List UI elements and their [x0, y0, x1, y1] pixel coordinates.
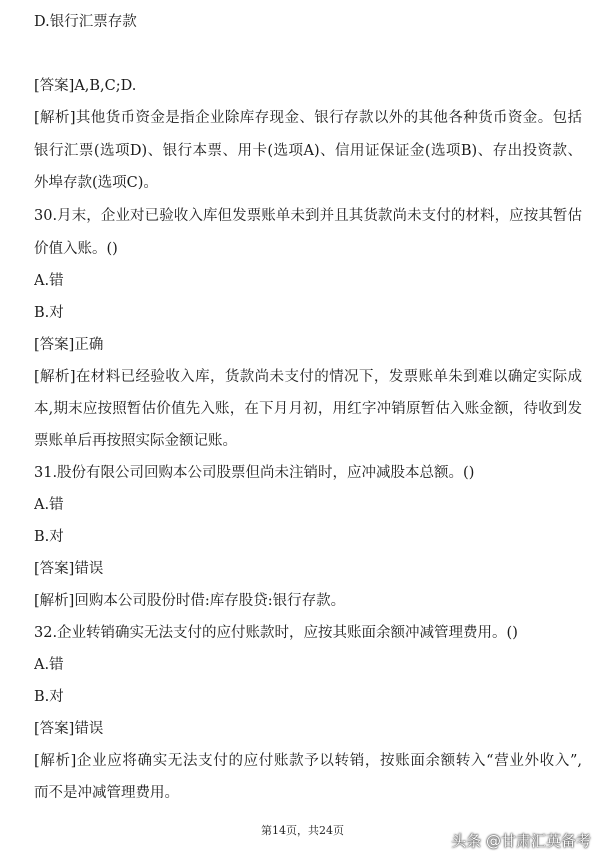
option-b-line: B.对: [34, 529, 64, 545]
option-a-line: A.错: [34, 657, 64, 673]
question-30-line: 30.月末，企业对已验收入库但发票账单未到并且其货款尚未支付的材料，应按其暂估: [34, 208, 582, 224]
explanation-line: 票账单后再按照实际金额记账。: [34, 433, 237, 449]
option-b-line: B.对: [34, 305, 64, 321]
answer-line: [答案]错误: [34, 721, 104, 737]
explanation-line: 本,期末应按照暂估价值先入账，在下月月初，用红字冲销原暂估入账金额，待收到发: [34, 401, 582, 417]
explanation-line: [解析]企业应将确实无法支付的应付账款予以转销，按账面余额转入“营业外收入”,: [34, 753, 582, 769]
explanation-line: 而不是冲减管理费用。: [34, 785, 179, 801]
answer-line: [答案]错误: [34, 561, 104, 577]
option-b-line: B.对: [34, 689, 64, 705]
question-32-line: 32.企业转销确实无法支付的应付账款时，应按其账面余额冲减管理费用。(): [34, 625, 518, 641]
option-a-line: A.错: [34, 273, 64, 289]
watermark: 头条 @甘肃汇英备考: [451, 832, 591, 850]
question-30-line: 价值入账。(): [34, 241, 118, 257]
explanation-line: [解析]其他货币资金是指企业除库存现金、银行存款以外的其他各种货币资金。包括: [34, 110, 582, 126]
explanation-line: 银行汇票(选项D)、银行本票、用卡(选项A)、信用证保证金(选项B)、存出投资款、: [34, 143, 582, 159]
answer-line: [答案]A,B,C;D.: [34, 78, 137, 94]
answer-line: [答案]正确: [34, 337, 104, 353]
explanation-line: [解析]回购本公司股份时借:库存股贷:银行存款。: [34, 593, 346, 609]
explanation-line: [解析]在材料已经验收入库，货款尚未支付的情况下，发票账单朱到难以确定实际成: [34, 369, 582, 385]
page-number: 第14页，共24页: [261, 824, 344, 837]
option-a-line: A.错: [34, 497, 64, 513]
question-31-line: 31.股份有限公司回购本公司股票但尚未注销时，应冲减股本总额。(): [34, 465, 475, 481]
explanation-line: 外埠存款(选项C)。: [34, 175, 158, 191]
option-d-line: D.银行汇票存款: [34, 14, 137, 30]
